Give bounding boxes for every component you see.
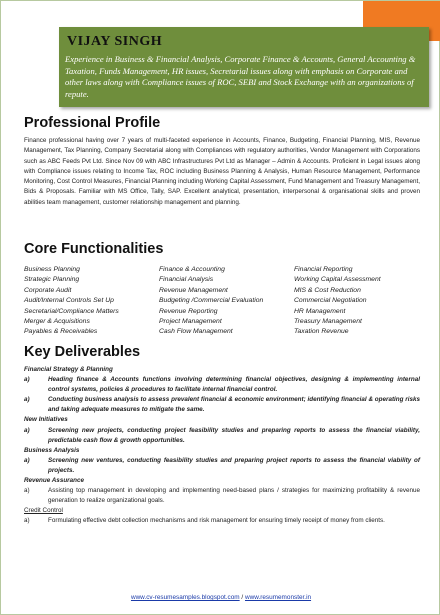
section-title-profile: Professional Profile [24, 115, 161, 131]
functionality-item: Corporate Audit [24, 286, 72, 294]
functionality-item: HR Management [294, 307, 346, 315]
functionalities-column-3 [294, 265, 381, 338]
deliverable-text: Formulating effective debt collection mechanisms and risk management for ensuring timely receipt of money from clients. [48, 517, 385, 525]
deliverable-text: Assisting top management in developing and implementing need-based plans / strategies for maximizing profitability & revenue generation to realize organizational goals. [48, 487, 420, 505]
deliverable-text: Heading finance & Accounts functions involving determining financial objectives, designing & implementing internal control systems, policies & procedures to facilitate internal financial control. [48, 376, 420, 394]
deliverable-text: Conducting business analysis to assess prevalent financial & economic environment; identifying financial & operating risks and taking adequate measures to mitigate the same. [48, 396, 420, 414]
footer-separator: / [241, 594, 244, 601]
deliverable-heading: New Initiatives [24, 416, 68, 424]
list-marker: a) [24, 396, 30, 404]
functionality-item: Secretarial/Compliance Matters [24, 307, 119, 315]
deliverable-item [24, 516, 420, 526]
list-marker: a) [24, 487, 30, 495]
deliverable-item [24, 375, 420, 395]
deliverables-list [24, 365, 420, 527]
functionality-item: MIS & Cost Reduction [294, 286, 361, 294]
functionality-item: Commercial Negotiation [294, 297, 367, 305]
deliverable-item [24, 486, 420, 506]
header-banner [59, 27, 429, 107]
footer-link-cv-resumesamples[interactable]: www.cv-resumesamples.blogspot.com [130, 594, 240, 601]
list-marker: a) [24, 376, 30, 384]
functionality-item: Payables & Receivables [24, 328, 98, 336]
functionality-item: Revenue Reporting [159, 307, 218, 315]
list-marker: a) [24, 517, 30, 525]
functionality-item: Financial Reporting [294, 266, 353, 273]
functionalities-column-2 [159, 265, 263, 338]
functionality-item: Finance & Accounting [159, 266, 225, 273]
deliverable-item [24, 456, 420, 476]
functionality-item: Audit/Internal Controls Set Up [24, 297, 114, 305]
functionality-item: Project Management [159, 318, 222, 326]
candidate-name: VIJAY SINGH [67, 34, 163, 49]
functionality-item: Financial Analysis [159, 276, 214, 284]
functionality-item: Taxation Revenue [294, 328, 349, 336]
list-marker: a) [24, 456, 30, 464]
functionalities-column-1 [24, 265, 119, 338]
footer-link-resumemonster[interactable]: www.resumemonster.in [244, 594, 312, 601]
functionality-item: Revenue Management [159, 286, 228, 294]
section-title-functionalities: Core Functionalities [24, 241, 164, 257]
deliverable-item [24, 395, 420, 415]
list-marker: a) [24, 426, 30, 434]
deliverable-text: Screening new projects, conducting project feasibility studies and preparing reports to assess the financial viability, predictable cash flow & growth opportunities. [48, 426, 420, 444]
deliverable-text: Screening new ventures, conducting feasibility studies and preparing project reports to assess the financial viability of projects. [48, 456, 420, 474]
functionality-item: Cash Flow Management [159, 328, 233, 336]
deliverable-heading: Credit Control [24, 507, 63, 515]
section-title-deliverables: Key Deliverables [24, 344, 141, 360]
functionalities-grid [24, 265, 424, 345]
footer-links [1, 594, 440, 601]
deliverable-item [24, 426, 420, 446]
functionality-item: Working Capital Assessment [294, 276, 381, 284]
deliverable-heading: Revenue Assurance [24, 477, 84, 485]
functionality-item: Budgeting /Commercial Evaluation [159, 297, 264, 305]
functionality-item: Treasury Management [294, 318, 362, 326]
functionality-item: Business Planning [24, 266, 80, 273]
deliverable-heading: Business Analysis [24, 446, 80, 454]
deliverable-heading: Financial Strategy & Planning [24, 366, 113, 373]
functionality-item: Merger & Acquisitions [24, 318, 90, 326]
header-summary: Experience in Business & Financial Analysis, Corporate Finance & Accounts, General Accounting & Taxation, Funds Management, HR issues, Secretarial issues along with emphasis on Corporate and other laws along with Compliance issues of ROC, SEBI and Stock Exchange with an organizations of repute. [65, 54, 416, 99]
profile-paragraph: Finance professional having over 7 years of multi-faceted experience in Accounts, Finance, Budgeting, Financial Planning, MIS, Revenue Management, Tax Planning, Company Secretarial along with Compliances with regulatory authorities, Vendor Management with Corporations such as ABC Feeds Pvt Ltd. Since Nov 09 with ABC Infrastructures Pvt Ltd as Manager – Admin & Accounts. Proficient in Legal issues along with Compliance issues relating to Income Tax, ROC including Business Planning & Analysis, Human Resource Management, Performance Monitoring, Cost Control Measures, Financial Planning including Working Capital Assessment, Fund Management and Treasury Management, Bids & Proposals. Familiar with MS Office, Tally, SAP. Excellent analytical, presentation, interpersonal & organisational skills and proven abilities team management, customer relationship management and planning. [24, 137, 420, 206]
functionality-item: Strategic Planning [24, 276, 80, 284]
